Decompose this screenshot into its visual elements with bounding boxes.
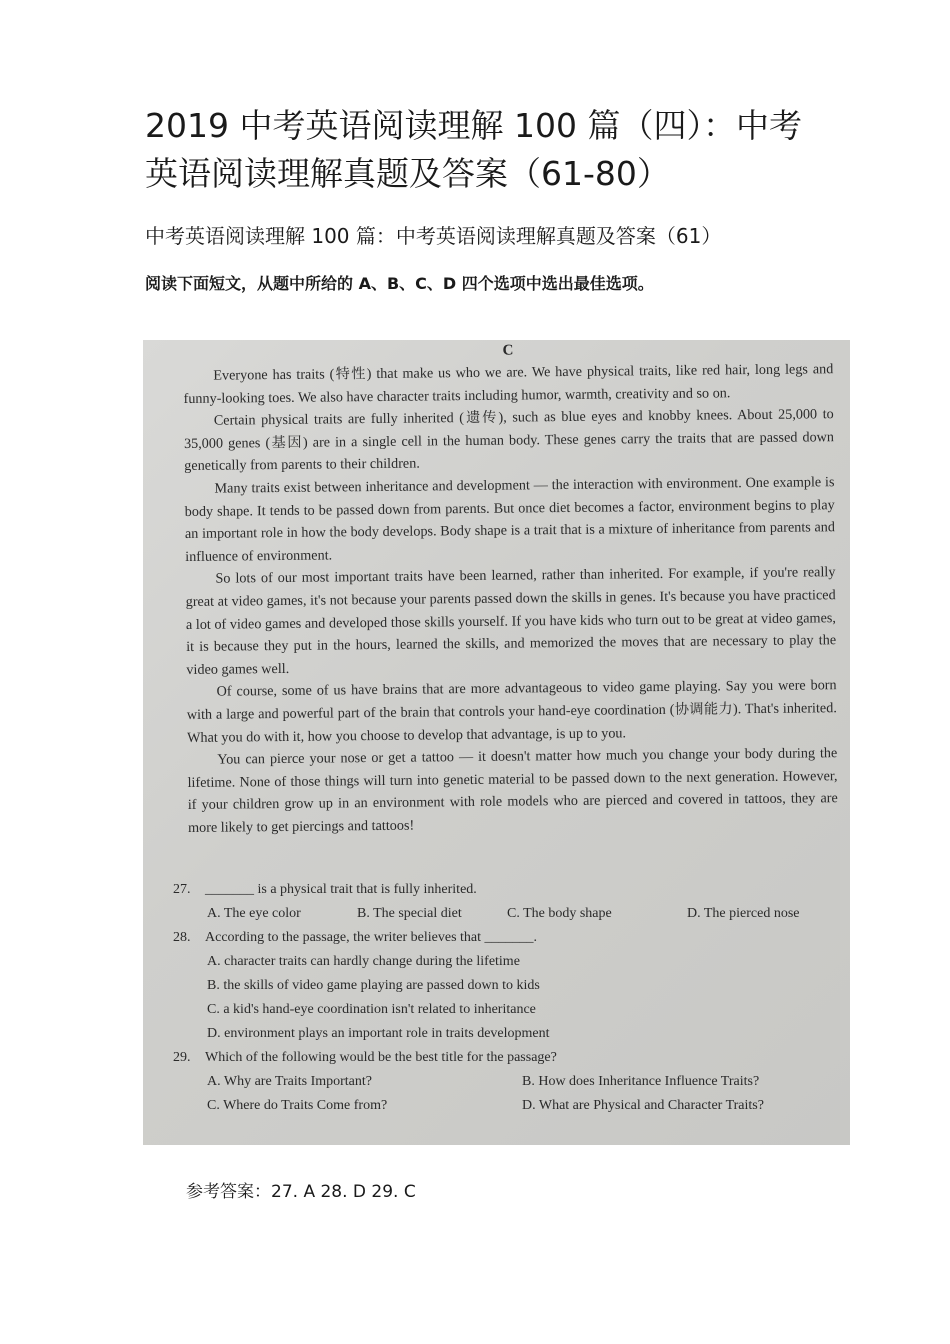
question-number: 28. (173, 930, 191, 945)
passage-text (183, 340, 838, 839)
section-subtitle: 中考英语阅读理解 100 篇：中考英语阅读理解真题及答案（61） (145, 224, 722, 248)
answer-key: 参考答案：27. A 28. D 29. C (186, 1182, 416, 1202)
scanned-passage-photo (143, 340, 850, 1145)
option-b: B. The special diet (357, 906, 462, 921)
passage-paragraph: You can pierce your nose or get a tattoo — it doesn't matter how much you change your body during the lifetime. None of those things will turn into genetic material to be passed down to the next generation. However, if your children grow up in an environment with role models who are pierced and covered in tattoos, they are more likely to get piercings and tattoos! (187, 745, 838, 836)
option-d: D. The pierced nose (687, 906, 800, 921)
passage-paragraph: Everyone has traits (特性) that make us who we are. We have physical traits, like red hair, long legs and funny-looking toes. We also have character traits including humor, warmth, creativity and so on. (183, 361, 834, 407)
question-29-options (173, 1070, 838, 1118)
passage-paragraph: Many traits exist between inheritance and development — the interaction with environment. One example is body shape. It tends to be passed down from parents. But once diet becomes a factor, environment begins to play an important role in how the body develops. Body shape is a trait that is a mixture of inheritance from parents and influence of environment. (184, 474, 836, 565)
option-b: B. How does Inheritance Influence Traits? (522, 1074, 760, 1089)
instruction-text: 阅读下面短文，从题中所给的 A、B、C、D 四个选项中选出最佳选项。 (145, 274, 654, 293)
option-b: B. the skills of video game playing are passed down to kids (207, 978, 540, 993)
option-a: A. character traits can hardly change during the lifetime (207, 954, 520, 969)
passage-paragraph: Certain physical traits are fully inherited (遗传), such as blue eyes and knobby knees. About 25,000 to 35,000 genes (基因) are in a single cell in the human body. These genes carry the traits that are passed down genetically from parents to their children. (183, 406, 835, 475)
question-stem: Which of the following would be the best title for the passage? (205, 1050, 557, 1065)
option-a: A. The eye color (207, 906, 301, 921)
option-c: C. The body shape (507, 906, 612, 921)
option-a: A. Why are Traits Important? (207, 1074, 372, 1089)
passage-paragraph: So lots of our most important traits have been learned, rather than inherited. For example, if you're really great at video games, it's not because your parents passed down the skills in genes. It's because you have practiced a lot of video games and developed those skills yourself. If you have kids who turn out to be great at video games, it is because they put in the hours, learned the skills, and memorized the moves that are necessary to play the video games well. (185, 564, 837, 678)
question-28 (173, 926, 838, 950)
passage-paragraph: Of course, some of us have brains that are more advantageous to video game playing. Say you were born with a large and powerful part of the brain that controls your hand-eye coordination (协调能力). That's inherited. What you do with it, how you choose to develop that advantage, is up to you. (186, 677, 837, 746)
question-stem: _______ is a physical trait that is fully inherited. (205, 882, 477, 897)
option-d: D. environment plays an important role in traits development (207, 1026, 550, 1041)
option-c: C. a kid's hand-eye coordination isn't related to inheritance (207, 1002, 536, 1017)
question-list (173, 878, 838, 1118)
option-d: D. What are Physical and Character Traits? (522, 1098, 764, 1113)
question-28-options (173, 950, 838, 1046)
page-title: 2019 中考英语阅读理解 100 篇（四）：中考英语阅读理解真题及答案（61-80） (145, 106, 802, 193)
question-29 (173, 1046, 838, 1070)
question-27 (173, 878, 838, 902)
question-number: 27. (173, 882, 191, 897)
question-stem: According to the passage, the writer believes that _______. (205, 930, 538, 945)
question-number: 29. (173, 1050, 191, 1065)
option-c: C. Where do Traits Come from? (207, 1098, 388, 1113)
passage-section-letter: C (502, 342, 514, 359)
question-27-options (173, 902, 838, 926)
